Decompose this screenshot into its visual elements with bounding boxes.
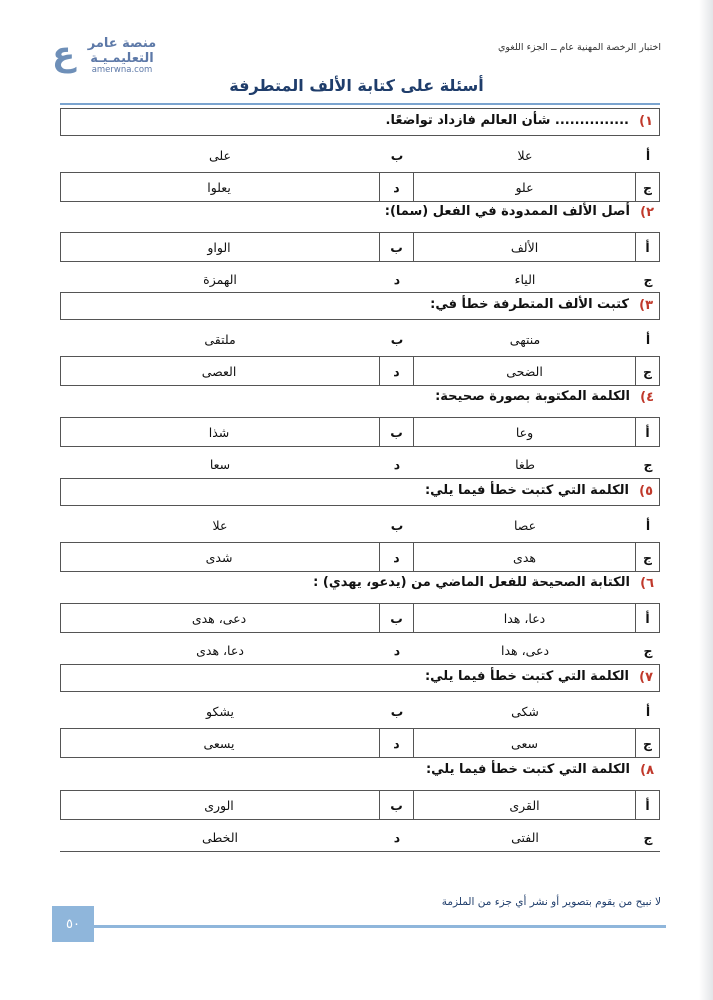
option-letter: د — [393, 642, 401, 658]
options-row-1 — [60, 232, 660, 262]
question-number: ٥) — [639, 484, 653, 499]
option-letter: ج — [643, 642, 653, 658]
option-c[interactable]: دعى، هدا — [500, 642, 550, 658]
question-number: ٢) — [640, 205, 654, 220]
option-a[interactable]: عصا — [513, 517, 537, 533]
options-row-1 — [60, 324, 660, 354]
question-number: ٨) — [640, 763, 654, 778]
option-d[interactable]: العصى — [201, 363, 237, 379]
options-row-1 — [60, 790, 660, 820]
logo-url: amerwna.com — [91, 65, 153, 75]
options-row-2 — [60, 635, 660, 665]
option-a[interactable]: وعا — [413, 418, 635, 446]
bottom-divider — [60, 851, 660, 852]
option-a[interactable]: القرى — [413, 791, 635, 819]
option-letter: د — [393, 456, 401, 472]
option-letter: أ — [635, 233, 659, 261]
logo-name-line1: منصة عامر — [87, 36, 157, 51]
option-d[interactable]: سعا — [209, 456, 231, 472]
option-letter: ج — [635, 729, 659, 757]
option-letter: ب — [379, 233, 413, 261]
option-letter: د — [393, 271, 401, 287]
option-a[interactable]: دعا، هدا — [413, 604, 635, 632]
publisher-logo — [52, 36, 162, 76]
option-b[interactable]: على — [209, 147, 232, 163]
option-letter: أ — [635, 604, 659, 632]
option-b[interactable]: دعى، هدى — [191, 610, 247, 626]
option-letter: ب — [390, 517, 404, 533]
question-number: ٧) — [639, 670, 653, 685]
option-letter: ج — [635, 357, 659, 385]
options-row-2 — [60, 822, 660, 852]
option-b[interactable]: يشكو — [206, 703, 234, 719]
option-b[interactable]: شذا — [208, 424, 230, 440]
question-row — [60, 292, 660, 320]
question-row — [60, 664, 660, 692]
option-b[interactable]: الورى — [204, 797, 234, 813]
option-d[interactable]: يعلوا — [207, 179, 231, 195]
option-letter: أ — [645, 703, 651, 719]
option-c[interactable]: طغا — [515, 456, 535, 472]
title-divider — [60, 103, 660, 105]
header-caption: اختبار الرخصة المهنية عام ــ الجزء اللغوي — [497, 42, 661, 53]
options-row-1 — [60, 417, 660, 447]
option-letter: ج — [635, 173, 659, 201]
question-text: كتبت الألف المتطرفة خطأ في: — [430, 297, 629, 312]
option-letter: د — [379, 357, 413, 385]
option-letter: ب — [379, 791, 413, 819]
option-d[interactable]: دعا، هدى — [196, 642, 244, 658]
options-row-1 — [60, 696, 660, 726]
option-letter: ج — [643, 829, 653, 845]
option-b[interactable]: الواو — [207, 239, 231, 255]
options-row-2 — [60, 356, 660, 386]
option-a[interactable]: منتهى — [509, 331, 541, 347]
question-row — [60, 758, 660, 786]
question-text: الكلمة التي كتبت خطأ فيما يلي: — [424, 669, 629, 684]
question-row — [60, 571, 660, 599]
question-row — [60, 108, 660, 136]
option-c[interactable]: هدى — [413, 543, 635, 571]
options-row-2 — [60, 542, 660, 572]
option-letter: د — [379, 729, 413, 757]
option-letter: أ — [645, 517, 651, 533]
options-row-2 — [60, 172, 660, 202]
option-letter: أ — [635, 791, 659, 819]
footer-copyright-note: لا نبيح من يقوم بتصوير أو نشر أي جزء من الملزمة — [441, 896, 661, 908]
question-text: الكلمة المكتوبة بصورة صحيحة: — [435, 389, 630, 404]
option-letter: ج — [643, 456, 653, 472]
question-text: الكتابة الصحيحة للفعل الماضي من (يدعو، يهدي) : — [313, 575, 630, 590]
logo-name-line2: التعليمـيـة — [90, 51, 154, 66]
option-letter: د — [379, 543, 413, 571]
question-text: ............... شأن العالم فازداد تواضعًا. — [385, 113, 629, 128]
question-number: ٣) — [639, 298, 653, 313]
option-d[interactable]: الخطى — [201, 829, 239, 845]
option-letter: أ — [645, 331, 651, 347]
options-row-1 — [60, 603, 660, 633]
option-letter: ب — [390, 703, 404, 719]
options-row-2 — [60, 449, 660, 479]
option-letter: د — [379, 173, 413, 201]
option-c[interactable]: الياء — [514, 271, 536, 287]
page-number: ٥٠ — [52, 906, 94, 942]
option-c[interactable]: الضحى — [413, 357, 635, 385]
question-text: الكلمة التي كتبت خطأ فيما يلي: — [425, 762, 630, 777]
option-letter: ب — [390, 147, 404, 163]
option-letter: ب — [390, 331, 404, 347]
option-c[interactable]: علو — [413, 173, 635, 201]
options-row-1 — [60, 140, 660, 170]
option-c[interactable]: سعى — [413, 729, 635, 757]
option-a[interactable]: شكى — [511, 703, 539, 719]
option-letter: ج — [643, 271, 653, 287]
option-letter: ب — [379, 604, 413, 632]
option-b[interactable]: ملتقى — [204, 331, 236, 347]
option-letter: د — [393, 829, 401, 845]
question-text: الكلمة التي كتبت خطأ فيما يلي: — [424, 483, 629, 498]
question-row — [60, 200, 660, 228]
option-d[interactable]: الهمزة — [203, 271, 237, 287]
option-c[interactable]: الفتى — [511, 829, 539, 845]
question-number: ٤) — [640, 390, 654, 405]
logo-name — [82, 36, 162, 66]
option-letter: أ — [645, 147, 651, 163]
question-text: أصل الألف الممدودة في الفعل (سما): — [384, 204, 630, 219]
page-title: أسئلة على كتابة الألف المتطرفة — [229, 76, 484, 95]
option-letter: أ — [635, 418, 659, 446]
options-row-1 — [60, 510, 660, 540]
option-d[interactable]: يسعى — [203, 735, 235, 751]
question-row — [60, 478, 660, 506]
options-row-2 — [60, 728, 660, 758]
footer-bar — [52, 925, 666, 928]
page-edge-shadow — [699, 0, 713, 1000]
option-letter: ب — [379, 418, 413, 446]
option-letter: ج — [635, 543, 659, 571]
options-row-2 — [60, 264, 660, 294]
option-a[interactable]: الألف — [413, 233, 635, 261]
question-number: ١) — [639, 114, 653, 129]
question-row — [60, 385, 660, 413]
option-d[interactable]: شدى — [205, 549, 233, 565]
option-b[interactable]: علا — [212, 517, 228, 533]
option-a[interactable]: علا — [517, 147, 533, 163]
logo-mark-icon: ع — [52, 34, 76, 74]
question-number: ٦) — [640, 576, 654, 591]
